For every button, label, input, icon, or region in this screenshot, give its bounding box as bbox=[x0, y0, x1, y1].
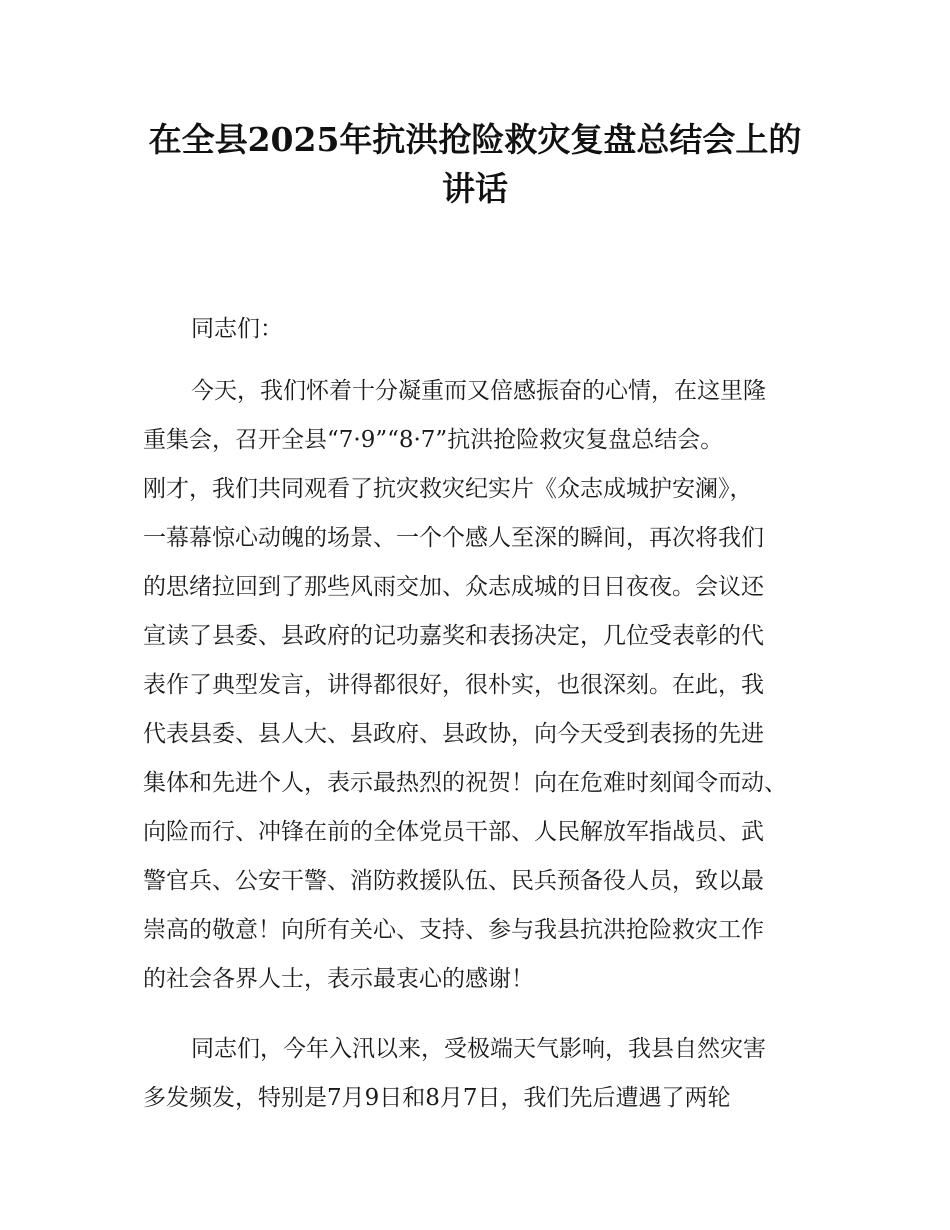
paragraph-line: 宣读了县委、县政府的记功嘉奖和表扬决定，几位受表彰的代 bbox=[143, 623, 764, 649]
paragraph-1 bbox=[143, 367, 833, 1004]
paragraph-line: 多发频发，特别是7月9日和8月7日，我们先后遭遇了两轮 bbox=[143, 1085, 731, 1111]
paragraph-line: 同志们，今年入汛以来，受极端天气影响，我县自然灾害 bbox=[191, 1036, 766, 1062]
paragraph-line: 的思绪拉回到了那些风雨交加、众志成城的日日夜夜。会议还 bbox=[143, 574, 764, 600]
greeting-text: 同志们： bbox=[191, 316, 283, 342]
paragraph-line: 刚才，我们共同观看了抗灾救灾纪实片《众志成城护安澜》， bbox=[143, 476, 753, 502]
document-title-line-1: 在全县2025年抗洪抢险救灾复盘总结会上的 bbox=[148, 120, 802, 159]
paragraph-line: 今天，我们怀着十分凝重而又倍感振奋的心情，在这里隆 bbox=[191, 378, 766, 404]
paragraph-line: 警官兵、公安干警、消防救援队伍、民兵预备役人员，致以最 bbox=[143, 868, 764, 894]
paragraph-line: 集体和先进个人，表示最热烈的祝贺！向在危难时刻闻令而动、 bbox=[143, 770, 787, 796]
paragraph-line: 表作了典型发言，讲得都很好，很朴实，也很深刻。在此，我 bbox=[143, 672, 764, 698]
paragraph-line: 向险而行、冲锋在前的全体党员干部、人民解放军指战员、武 bbox=[143, 819, 764, 845]
paragraph-line: 重集会，召开全县“7·9”“8·7”抗洪抢险救灾复盘总结会。 bbox=[143, 427, 724, 453]
paragraph-line: 崇高的敬意！向所有关心、支持、参与我县抗洪抢险救灾工作 bbox=[143, 917, 764, 943]
document-title-line-2: 讲话 bbox=[442, 169, 508, 208]
paragraph-line: 一幕幕惊心动魄的场景、一个个感人至深的瞬间，再次将我们 bbox=[143, 525, 764, 551]
paragraph-line: 的社会各界人士，表示最衷心的感谢！ bbox=[143, 966, 534, 992]
paragraph-2 bbox=[143, 1025, 833, 1123]
greeting bbox=[143, 305, 833, 354]
paragraph-line: 代表县委、县人大、县政府、县政协，向今天受到表扬的先进 bbox=[143, 721, 764, 747]
